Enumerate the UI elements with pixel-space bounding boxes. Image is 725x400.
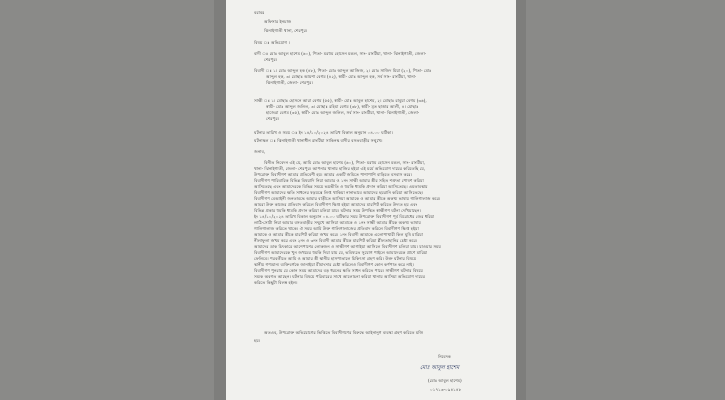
plaintiff-line: শেরপুর। (264, 57, 278, 62)
subject: বিষয় ঃ অভিযোগ । (254, 40, 290, 45)
defendant-line: ঝিনাইগাতী, জেলা- শেরপুর। (266, 80, 313, 85)
body-line: আমরা উক্ত কাজের প্রতিবাদ করিলে বিবাদীগণ ক্ষিপ্ত হইয়া আমাদের মারপিট করিতে উদ্যত হয় এবং (254, 202, 418, 207)
request-line: অতএব, উপরোক্ত অভিযোগের ভিত্তিতে বিবাদীগণের বিরুদ্ধে আইনানুগ ব্যবস্থা গ্রহণ করিতে মর্জি (264, 330, 424, 335)
plaintiff-line: বাদী ঃ মোঃ আবুল হাশেম (৬০), পিতা- মরহুম হোসেন মন্ডল, সাং- রাংটিয়া, থানা- ঝিনাইগাতী, জেলা- (254, 51, 427, 56)
incident-place: ঘটনাস্থল ঃ ঝিনাইগাতী থানাধীন রাংটিয়া সাকিনস্থ বাদীর বসতবাড়ীর সম্মুখে। (254, 138, 383, 143)
scan-shadow-left (214, 0, 226, 400)
scan-shadow-right (516, 0, 526, 400)
witness-line: সাক্ষী ঃ ১। মোছাঃ হোসনে আরা বেগম (৫৫), স্বামী- মোঃ আবুল হাশেম, ২। মোছাঃ রাবুয়া বেগম (৩৬), (254, 98, 427, 103)
signatory-phone: ০১৭১৩-০৯৪১৪৮ (430, 387, 462, 392)
body-line: ইং ১৪/১০/২০২৪ তারিখ বিকাল অনুমান ০৪.০০ ঘটিকার সময় উপরোক্ত বিবাদীগণ পূর্ব বিরোধের জের ধরিয়া (254, 214, 435, 219)
addressee-title: অফিসার ইনচার্জ (264, 19, 292, 24)
signatory-name: (মোঃ আবুল হাশেম) (428, 378, 462, 383)
intro-line: থানা- ঝিনাইগাতী, জেলা- শেরপুর। আপনার থানায় হাজির হইয়া এই মর্মে অভিযোগ দায়ের করিতেছি যে, (254, 166, 426, 171)
signature: মোঃ আবুল হাশেম (420, 365, 460, 371)
body-line: আমাদের ডাক চিৎকারে আশেপাশের লোকজন ও সাক্ষীগণ আগাইয়া আসিলে বিবাদীগণ চলিয়া যায়। যাওয়ার সময় (254, 244, 441, 249)
body-line: বিবাদীগণ বেআইনী জনতাবদ্ধে আমার বাড়ীতে আসিয়া আমাকে ও আমার স্ত্রীকে অকথ্য ভাষায় গালিগালাজ করে। (254, 196, 441, 201)
body-line: বিবাদীগণ আমাদেরকে খুন জখমের হুমকি দিয়া যায় যে, ভবিষ্যতে সুযোগ পাইলে আমাদেরকে প্রাণে মারিয়া (254, 250, 428, 255)
incident-time: ঘটনার তারিখ ও সময় ঃ ইং ১৪/১০/২০২৪ তারিখ বিকাল অনুমান ০৪.০০ ঘটিকা। (254, 130, 393, 135)
complaint-letter-page (226, 0, 516, 400)
body-line: বিবাদীগণ পুনরায় যে কোন সময় আমাদের বড় ধরনের ক্ষতি সাধন করিতে পারে। সাক্ষীগণ ঘটনার বিষয়ে (254, 268, 423, 273)
greeting: জনাব, (254, 149, 266, 154)
witness-line: স্বামী- মোঃ আব্দুল জলিল, ৩। মোছাঃ রহিমা বেগম (৩৮), স্বামী- মৃত ছাত্তার আলী, ৪। মোছাঃ (266, 104, 419, 109)
intro-line: বিনীত নিবেদন এই যে, আমি মোঃ আবুল হাশেম (৬০), পিতা- মরহুম হোসেন মন্ডল, সাং- রাংটিয়া, (264, 160, 426, 165)
intro-line: উপরোক্ত বিবাদীগণ আমার প্রতিবেশী হয়। আমার একটি জমিতে পাশাপাশি বাড়িতে বসবাস করে। (254, 172, 413, 177)
body-line: ফেলিবে। পরবর্তীতে আমি ও আমার স্ত্রী স্থানীয় হাসপাতালে চিকিৎসা গ্রহণ করি। উক্ত ঘটনার বিষয়ে (254, 256, 417, 261)
defendant-line: বিবাদী ঃ ১। মোঃ আব্দুল হক (৪৮), পিতা- মোঃ আব্দুল আজিজ, ২। মোঃ সাজিদ মিয়া (২০), পিতা- মোঃ (254, 68, 432, 73)
witness-line: হাজেরা বেগম (৩৫), স্বামী- মোঃ আব্দুল জলিল, সর্ব সাং- রাংটিয়া, থানা- ঝিনাইগাতী, জেলা- (266, 110, 420, 115)
body-line: বিবাদীগণ পারিবারিক বিভিন্ন বিষয়াদি নিয়া আমার ও ১নং সাক্ষী আমার স্ত্রীর সহিত শত্রুতা পোষণ করিয়া (254, 178, 424, 183)
body-line: করিতে কিছুটা বিলম্ব হইল। (254, 280, 298, 285)
body-line: নীলাফুলা জখম করে এবং ২নং ও ৩নং বিবাদী আমার স্ত্রীকে মারপিট করিয়া শ্লীলতাহানির চেষ্টা করে। (254, 238, 418, 243)
body-line: বিবাদীগণ আমাদের ক্ষতি সাধনের ষড়যন্ত্রে লিপ্ত থাকিয়া নানাভাবে আমাদের হয়রানি করিয়া আসিতেছে। (254, 190, 424, 195)
addressee-station: ঝিনাইগাতী থানা, শেরপুর। (264, 28, 308, 33)
body-line: গালিগালাজ করিতে থাকে। ঐ সময় আমি উক্ত গালিগালাজের প্রতিবাদ করিলে বিবাদীগণ ক্ষিপ্ত হইয়া (254, 226, 419, 231)
body-line: আসিতেছে এবং আমাদেরকে বিভিন্ন সময়ে ভয়ভীতি ও হুমকি ধামকি প্রদান করিয়া আসিতেছে। এমতাবস্থায় (254, 184, 428, 189)
defendant-line: আব্দুল হক, ৩। মোছাঃ আয়শা বেগম (৪২), স্বামী- মোঃ আব্দুল হক, সর্ব সাং- রাংটিয়া, থানা- (266, 74, 417, 79)
salutation: বরাবর (254, 10, 265, 15)
witness-line: শেরপুর। (266, 116, 280, 121)
body-line: আমাকে ও আমার স্ত্রীকে মারপিট করিয়া জখম করে। ১নং বিবাদী আমাকে এলোপাথারী কিল ঘুষি মারিয়া (254, 232, 423, 237)
body-line: স্থানীয় গণ্যমান্য ব্যক্তিবর্গকে জানাইয়া মীমাংসার চেষ্টা করিলেও বিবাদীগণ কোন কর্ণপাত করে নাই। (254, 262, 414, 267)
body-line: সম্যক অবগত আছেন। ঘটনার বিষয়ে পরিবারের সাথে আলোচনা করিয়া থানায় আসিয়া অভিযোগ দায়ের (254, 274, 426, 279)
body-line: বিভিন্ন প্রকার হুমকি ধামকি প্রদান করিয়া চলিয়া যায়। ঘটনার সময় উপস্থিত স্বাক্ষীগণ ঘটনা দেখিয়াছেন। (254, 208, 421, 213)
body-line: লাঠি-সোটা নিয়া আমার বসতবাড়ীর সম্মুখে আসিয়া আমাকে ও ১নং সাক্ষী আমার স্ত্রীকে অকথ্য ভাষায় (254, 220, 421, 225)
request-line: হয়। (254, 338, 261, 343)
closing-label: নিবেদক (438, 354, 451, 359)
